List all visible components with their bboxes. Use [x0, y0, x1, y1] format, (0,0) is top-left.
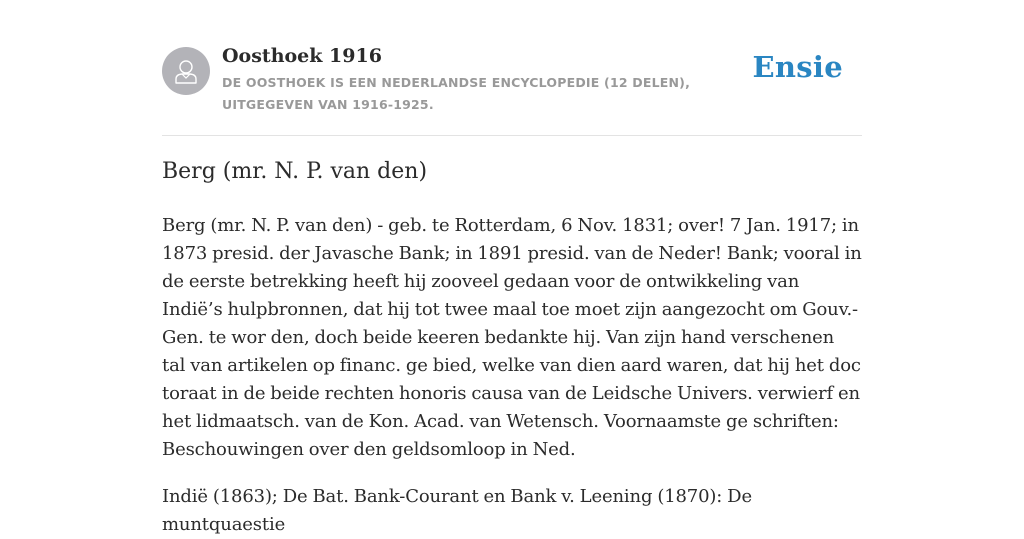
user-icon [171, 56, 201, 86]
source-title[interactable]: Oosthoek 1916 [222, 45, 382, 67]
article-title: Berg (mr. N. P. van den) [162, 159, 428, 184]
article-paragraph: Indië (1863); De Bat. Bank-Courant en Bank v. Leening (1870): De muntquaestie [162, 486, 752, 535]
article-paragraph: Berg (mr. N. P. van den) - geb. te Rotterdam, 6 Nov. 1831; over! 7 Jan. 1917; in 1873 presid. der Javasche Bank; in 1891 presid. van de Neder! Bank; vooral in de eerste betrekking heeft hij zooveel gedaan voor de ontwikkeling van Indië’s hulpbronnen, dat hij tot twee maal toe moet zijn aangezocht om Gouv.-Gen. te wor den, doch beide keeren bedankte hij. Van zijn hand verschenen tal van artikelen op financ. ge bied, welke van dien aard waren, dat hij het doc toraat in de beide rechten honoris causa van de Leidsche Univers. verwierf en het lidmaatsch. van de Kon. Acad. van Wetensch. Voornaamste ge schriften: Beschouwingen over den geldsomloop in Ned. [162, 215, 862, 460]
ensie-logo-link[interactable]: Ensie [752, 50, 843, 84]
source-description: DE OOSTHOEK IS EEN NEDERLANDSE ENCYCLOPEDIE (12 DELEN), UITGEGEVEN VAN 1916-1925. [222, 75, 691, 112]
avatar[interactable] [162, 47, 210, 95]
source-header [162, 0, 862, 136]
content-container [162, 0, 862, 535]
